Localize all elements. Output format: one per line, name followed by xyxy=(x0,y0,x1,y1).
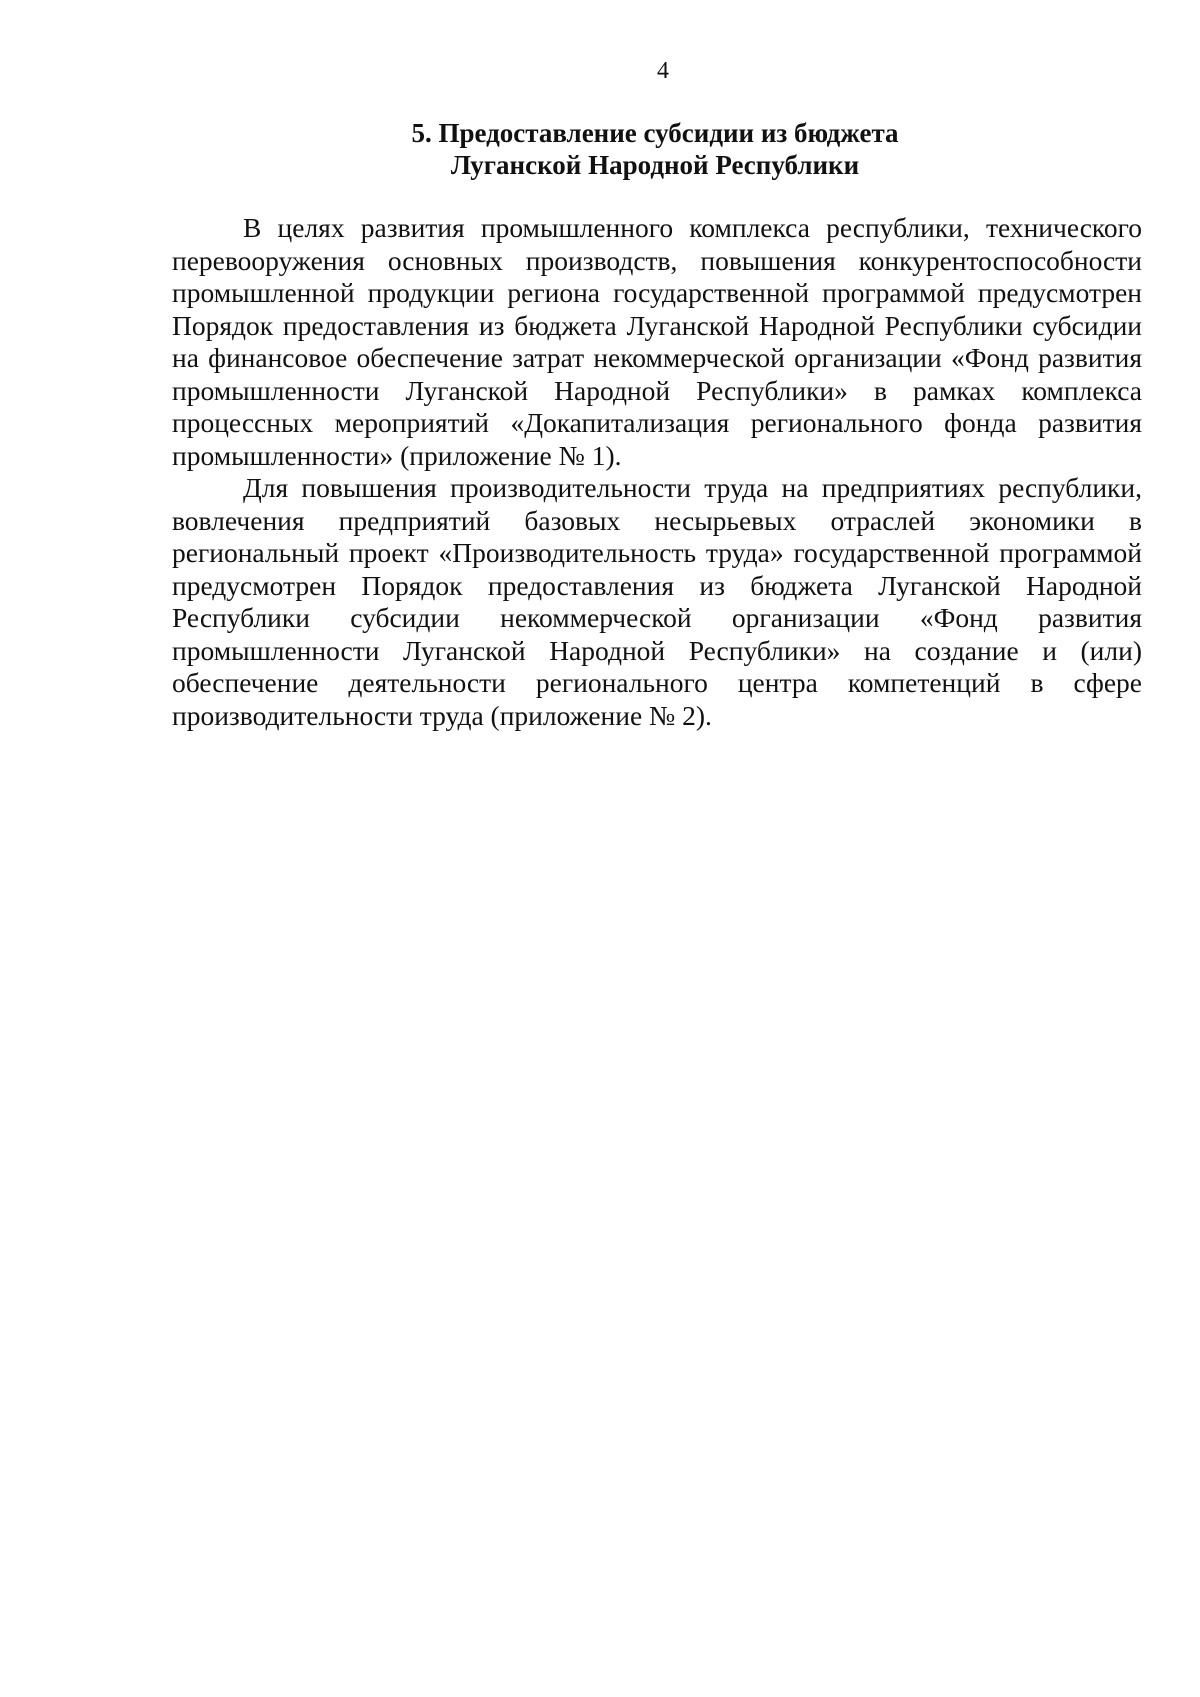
paragraph-1: В целях развития промышленного комплекса республики, технического перевооружения основных производств, повышения конкурентоспособности промышленной продукции региона государственной программой предусмотрен Порядок предоставления из бюджета Луганской Народной Республики субсидии на финансовое обеспечение затрат некоммерческой организации «Фонд развития промышленности Луганской Народной Республики» в рамках комплекса процессных мероприятий «Докапитализация регионального фонда развития промышленности» (приложение № 1). xyxy=(172,212,1142,471)
paragraph-2: Для повышения производительности труда на предприятиях республики, вовлечения предприятий базовых несырьевых отраслей экономики в региональный проект «Производительность труда» государственной программой предусмотрен Порядок предоставления из бюджета Луганской Народной Республики субсидии некоммерческой организации «Фонд развития промышленности Луганской Народной Республики» на создание и (или) обеспечение деятельности регионального центра компетенций в сфере производительности труда (приложение № 2). xyxy=(172,472,1142,731)
section-heading-line-1: 5. Предоставление субсидии из бюджета xyxy=(411,118,899,148)
body-text xyxy=(172,212,1142,732)
section-heading xyxy=(170,117,1140,181)
section-heading-line-2: Луганской Народной Республики xyxy=(450,150,860,180)
page-number: 4 xyxy=(657,58,669,84)
